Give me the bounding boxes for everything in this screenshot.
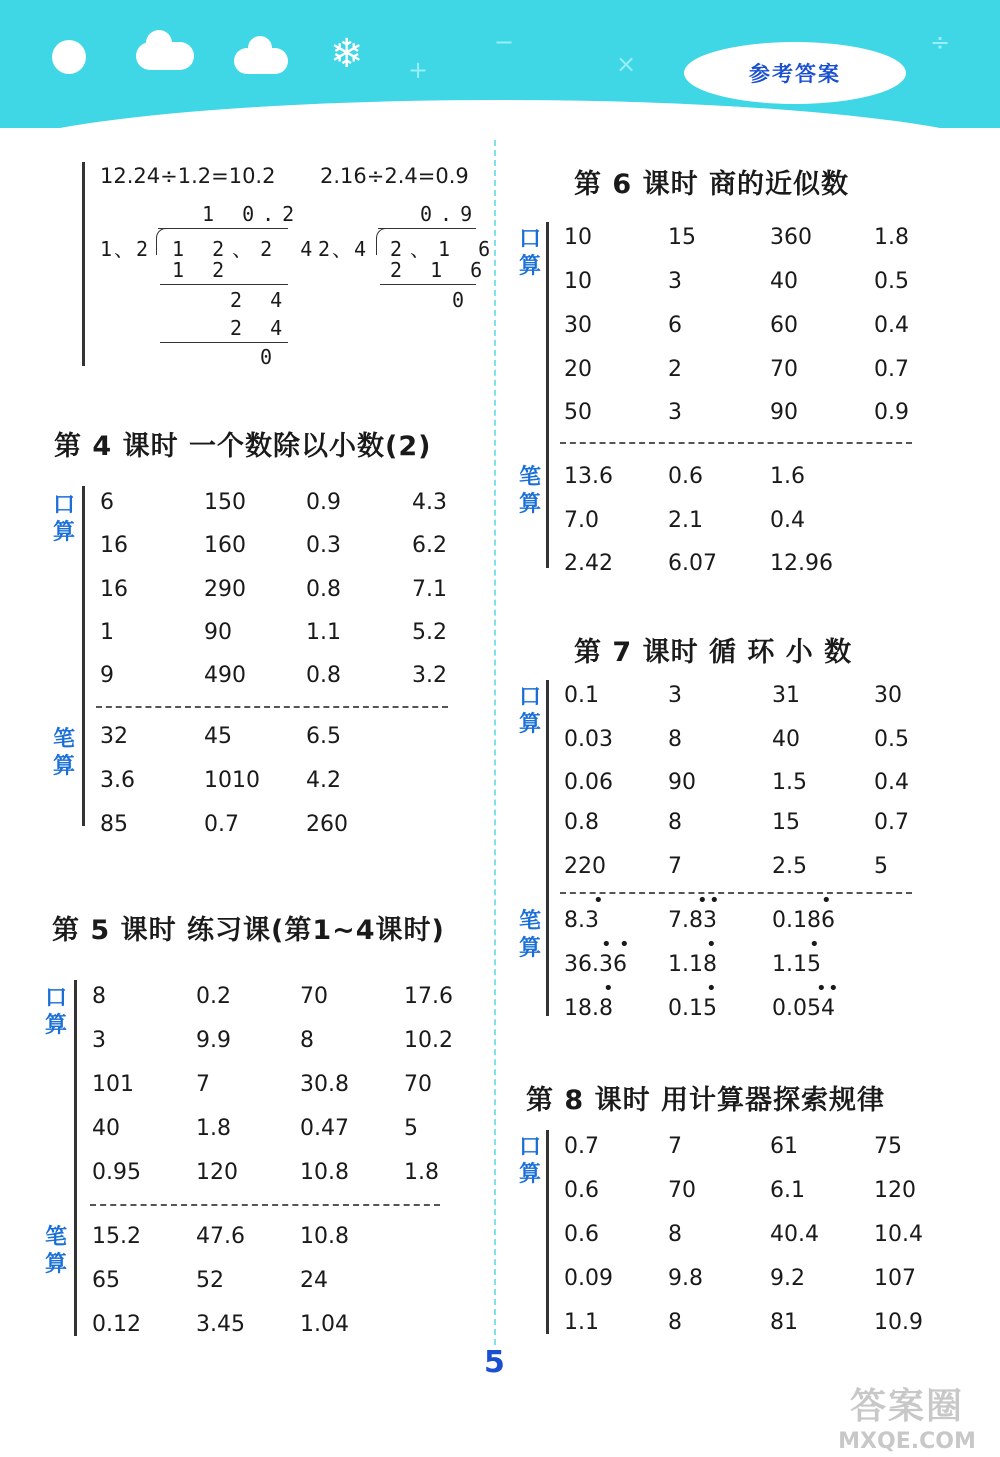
section-title-7: 第 7 课时 循 环 小 数: [574, 637, 853, 668]
kousuan-label: 口算: [518, 1135, 541, 1187]
minus-icon: −: [494, 28, 515, 56]
section-title-6: 第 6 课时 商的近似数: [574, 169, 849, 200]
repeat-dot: •: [603, 978, 614, 999]
remainder-1: 0: [260, 345, 281, 369]
quotient-1: 1 0.2: [202, 202, 303, 226]
step-2: 2 4: [230, 288, 291, 312]
dividend-1: 1 2、2 4: [172, 237, 321, 261]
times-icon: ×: [616, 50, 637, 78]
repeat-dot: •: [706, 978, 717, 999]
quotient-2: 0.9: [420, 202, 481, 226]
step-2-1: 2 1 6: [390, 258, 491, 282]
header-banner: [0, 0, 1000, 128]
watermark-logo: 答案圈 MXQE.COM: [838, 1386, 976, 1454]
repeat-dot: •: [828, 978, 839, 999]
plus-icon: +: [408, 56, 429, 84]
divide-icon: ÷: [930, 28, 951, 56]
repeat-dot: •: [593, 890, 604, 911]
bisuan-label: 笔算: [52, 727, 75, 779]
equation-1: 12.24÷1.2=10.2: [100, 164, 276, 188]
bisuan-label: 笔算: [518, 909, 541, 961]
repeat-dot: •: [706, 934, 717, 955]
bisuan-label: 笔算: [44, 1225, 67, 1277]
repeat-dot: •: [821, 890, 832, 911]
section-title-8: 第 8 课时 用计算器探索规律: [526, 1085, 885, 1116]
kousuan-label: 口算: [44, 986, 67, 1038]
column-divider: [494, 140, 496, 1345]
dividend-2: 2、1 6: [390, 237, 499, 261]
repeat-dot: •: [809, 934, 820, 955]
cloud-icon: [136, 42, 194, 70]
repeat-dot: •: [619, 934, 630, 955]
rain-cloud-icon: [234, 48, 288, 74]
kousuan-label: 口算: [518, 685, 541, 737]
kousuan-label: 口算: [52, 493, 75, 545]
repeat-dot: •: [709, 890, 720, 911]
repeat-dot: •: [816, 978, 827, 999]
answer-key-badge: 参考答案: [684, 42, 906, 104]
repeat-dot: •: [697, 890, 708, 911]
divisor-2: 2、4: [318, 237, 369, 261]
sun-icon: [52, 40, 86, 74]
page-number: 5: [484, 1345, 505, 1380]
section-title-5: 第 5 课时 练习课(第1~4课时): [52, 915, 445, 946]
step-1: 1 2: [172, 258, 233, 282]
repeat-dot: •: [601, 934, 612, 955]
kousuan-label: 口算: [518, 227, 541, 279]
remainder-2: 0: [452, 288, 473, 312]
equation-2: 2.16÷2.4=0.9: [320, 164, 469, 188]
section-title-4: 第 4 课时 一个数除以小数(2): [54, 431, 432, 462]
bisuan-label: 笔算: [518, 465, 541, 517]
snowflake-icon: ❄: [330, 31, 364, 77]
divisor-1: 1、2: [100, 237, 151, 261]
step-3: 2 4: [230, 316, 291, 340]
